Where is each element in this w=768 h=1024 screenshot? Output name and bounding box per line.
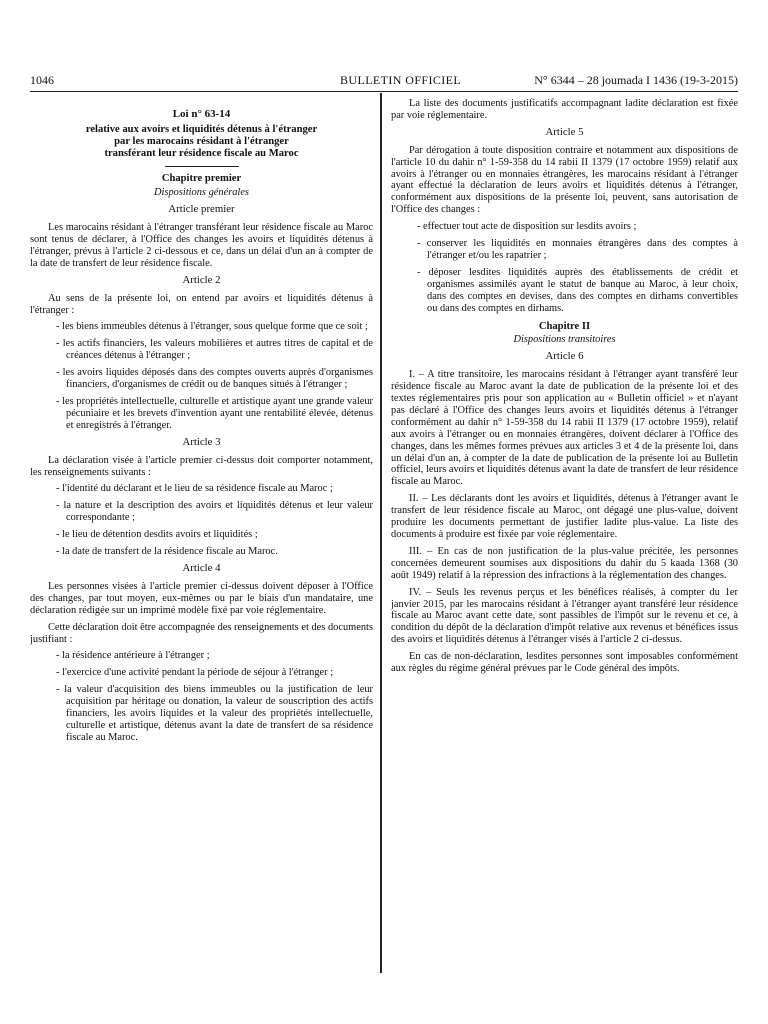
- article-6-paragraph-5: En cas de non-déclaration, lesdites personnes sont imposables conformément aux règles du régime général prévues par le Code général des impôts.: [391, 651, 738, 675]
- list-item: - les avoirs liquides déposés dans des comptes ouverts auprès d'organismes financiers, d'organismes de crédit ou de banques situés à l'étranger ;: [56, 367, 373, 391]
- article-1-heading: Article premier: [168, 203, 235, 216]
- article-4-paragraph-2: Cette déclaration doit être accompagnée des renseignements et des documents justifiant :: [30, 621, 373, 645]
- list-item: - les propriétés intellectuelle, culturelle et artistique ayant une grande valeur pécuniaire et les brevets d'invention ayant une rentabilité élevée, détenus et enregistrés à l'étranger.: [56, 396, 373, 431]
- list-item: - l'identité du déclarant et le lieu de sa résidence fiscale au Maroc ;: [56, 483, 333, 495]
- list-item: - la valeur d'acquisition des biens immeubles ou la justification de leur acquisition par héritage ou donation, la valeur de souscription des actifs financiers, les avoirs liquides et la valeur des propriétés intellectuelle, culturelle et artistique, détenus avant la date de transfert de sa résidence fiscale au Maroc.: [56, 684, 373, 743]
- section-2-heading: Dispositions transitoires: [513, 334, 616, 346]
- article-3-intro: La déclaration visée à l'article premier ci-dessus doit comporter notamment, les renseignements suivants :: [30, 454, 373, 478]
- list-item: - les biens immeubles détenus à l'étranger, sous quelque forme que ce soit ;: [56, 321, 368, 333]
- article-5-list: [391, 221, 738, 314]
- list-item: - la nature et la description des avoirs et liquidités détenus et leur valeur correspondante ;: [56, 500, 373, 524]
- list-item: - les actifs financiers, les valeurs mobilières et autres titres de capital et de créances détenus à l'étranger ;: [56, 338, 373, 362]
- article-6-paragraph-4: IV. – Seuls les revenus perçus et les bénéfices réalisés, à compter du 1er janvier 2015, par les marocains résidant à l'étranger ayant transféré leur résidence fiscale au Maroc avant cette date, sont passibles de l'impôt sur le revenu et ce, à condition du dépôt de la déclaration d'impôt relative aux revenus et bénéfices issus des avoirs et liquidités détenus à l'étranger visés à l'article 2 ci-dessus.: [391, 586, 738, 646]
- list-item: - déposer lesdites liquidités auprès des établissements de crédit et organismes assimilés ayant le statut de banque au Maroc, à leur choix, dans des comptes en devises, dans des comptes en dirhams convertibles ou dans des comptes en dirhams.: [417, 266, 738, 314]
- list-item: - la résidence antérieure à l'étranger ;: [56, 650, 210, 662]
- article-6-paragraph-1: I. – A titre transitoire, les marocains résidant à l'étranger ayant transféré leur résidence fiscale au Maroc avant la date de publication de la présente loi et des textes réglementaires pris pour son application au « Bulletin officiel » et n'ayant pas déclaré à l'Office des changes leurs avoirs et liquidités détenus à l'étranger conformément au dahir n° 1-59-358 du 14 rabii II 1379 (17 octobre 1959), relatif aux avoirs à l'étranger ou en monnaies étrangères, doivent déclarer à l'Office des changes, dans les mêmes formes prévues aux articles 3 et 4 de la présente loi, dans un délai d'un an, à compter de la date de publication de la présente loi au Bulletin officiel, leurs avoirs et liquidités détenus avant la date de transfert de leur résidence fiscale au Maroc.: [391, 369, 738, 488]
- list-item: - l'exercice d'une activité pendant la période de séjour à l'étranger ;: [56, 667, 334, 679]
- publication-name: BULLETIN OFFICIEL: [340, 73, 462, 87]
- law-subtitle-line: par les marocains résidant à l'étranger: [114, 136, 289, 148]
- page-header: [30, 71, 738, 89]
- list-item: - effectuer tout acte de disposition sur lesdits avoirs ;: [417, 221, 637, 233]
- issue-reference: N° 6344 – 28 joumada I 1436 (19-3-2015): [534, 73, 738, 87]
- page-number: 1046: [30, 73, 54, 87]
- article-4-list: [30, 650, 373, 743]
- article-3-list: [30, 483, 373, 558]
- article-2-list: [30, 321, 373, 431]
- article-6-paragraph-2: II. – Les déclarants dont les avoirs et liquidités, détenus à l'étranger avant le transfert de leur résidence fiscale au Maroc, ont dégagé une plus-value, doivent produire les documents permettant de justifier ladite plus-value. La liste des documents à produire est fixée par voie réglementaire.: [391, 493, 738, 540]
- chapter-heading: Chapitre premier: [161, 173, 242, 185]
- list-item: - le lieu de détention desdits avoirs et liquidités ;: [56, 529, 258, 541]
- list-item: - la date de transfert de la résidence fiscale au Maroc.: [56, 546, 278, 558]
- law-subtitle-line: relative aux avoirs et liquidités détenus à l'étranger: [85, 124, 318, 136]
- article-4-paragraph-3: La liste des documents justificatifs accompagnant ladite déclaration est fixée par voie réglementaire.: [391, 98, 738, 121]
- article-2-intro: Au sens de la présente loi, on entend par avoirs et liquidités détenus à l'étranger :: [30, 292, 373, 316]
- column-divider: [380, 93, 382, 973]
- law-subtitle: [30, 124, 373, 160]
- article-3-heading: Article 3: [182, 435, 221, 448]
- article-4-heading: Article 4: [182, 561, 221, 574]
- law-subtitle-line: transférant leur résidence fiscale au Maroc: [104, 148, 299, 160]
- article-5-intro: Par dérogation à toute disposition contraire et notamment aux dispositions de l'article 10 du dahir n° 1-59-358 du 14 rabii II 1379 (17 octobre 1959) relatif aux avoirs à l'étranger ou en monnaies étrangères, les marocains résidant à l'étranger ayant effectué la déclaration de leurs avoirs et liquidités détenus à l'étranger, conformément aux dispositions de la présente loi, peuvent, sans autorisation de l'Office des changes :: [391, 144, 738, 216]
- section-heading: Dispositions générales: [154, 187, 249, 199]
- header-rule: [30, 91, 738, 92]
- article-6-paragraph-3: III. – En cas de non justification de la plus-value précitée, les personnes concernées demeurent soumises aux dispositions du dahir du 5 kaada 1368 (30 août 1949) relatif à la répression des infractions à la réglementation des changes.: [391, 545, 738, 581]
- chapter-2-heading: Chapitre II: [538, 320, 591, 332]
- article-5-heading: Article 5: [545, 125, 584, 138]
- law-title: Loi n° 63-14: [172, 108, 231, 120]
- article-2-heading: Article 2: [182, 273, 221, 286]
- left-column: [30, 98, 373, 978]
- right-column: [391, 98, 738, 978]
- article-4-paragraph-1: Les personnes visées à l'article premier ci-dessus doivent déposer à l'Office des changes, par tout moyen, eux-mêmes ou par le biais d'un mandataire, une déclaration rédigée sur un imprimé modèle fixé par voie réglementaire.: [30, 580, 373, 616]
- article-1-text: Les marocains résidant à l'étranger transférant leur résidence fiscale au Maroc sont tenus de déclarer, à l'Office des changes les avoirs et liquidités détenus à l'étranger, prévus à l'article 2 ci-dessous et ce, dans un délai d'un an à compter de la date de transfert de leur résidence fiscale.: [30, 222, 373, 269]
- list-item: - conserver les liquidités en monnaies étrangères dans des comptes à l'étranger et/ou les rapatrier ;: [417, 238, 738, 261]
- title-rule: [165, 166, 239, 167]
- article-6-heading: Article 6: [545, 350, 584, 363]
